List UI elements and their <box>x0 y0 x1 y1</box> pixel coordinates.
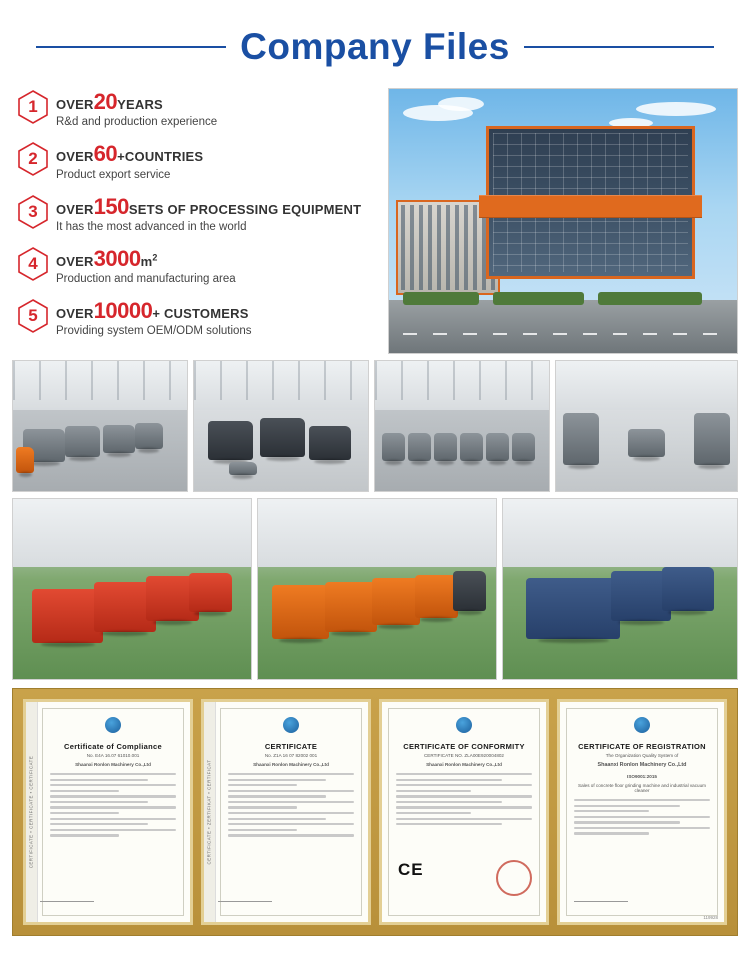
fact-suffix: +COUNTRIES <box>117 149 204 165</box>
hex-number-badge-icon <box>18 142 48 176</box>
certificate-body-lines <box>50 773 176 837</box>
hex-number-badge-icon <box>18 299 48 333</box>
fact-item <box>18 140 378 180</box>
facts-list <box>12 88 378 354</box>
fact-description: R&d and production experience <box>56 116 218 129</box>
fact-value: 10000 <box>93 298 153 324</box>
fact-prefix: OVER <box>56 201 94 217</box>
certificate-card <box>379 699 549 925</box>
fact-prefix: OVER <box>56 149 94 165</box>
fact-prefix: OVER <box>56 97 94 112</box>
hex-number-badge-icon <box>18 195 48 229</box>
fact-number: 4 <box>28 253 38 273</box>
certificate-body-lines <box>228 773 354 837</box>
fact-value: 60 <box>93 141 118 167</box>
factory-building-photo <box>388 88 738 354</box>
certificate-number: No. Z1A 16 07 82002 001 <box>264 753 318 758</box>
certificate-inner <box>566 708 718 916</box>
building-ground <box>389 300 737 353</box>
certificate-card <box>23 699 193 925</box>
photo-orange-walk-behind-scrubbers <box>257 498 497 680</box>
certificate-standard: ISO9001:2015 <box>627 774 657 779</box>
certificate-signature-line <box>40 901 94 903</box>
hex-number-badge-icon <box>18 247 48 281</box>
fact-headline <box>56 298 252 323</box>
photo-storage-aisle <box>555 360 738 492</box>
testing-center-logo-icon <box>456 717 472 733</box>
certificate-inner <box>42 708 184 916</box>
fact-value: 3000 <box>93 245 141 271</box>
fact-body <box>56 245 236 285</box>
fact-description: Production and manufacturing area <box>56 273 236 286</box>
building-orange-band <box>479 195 702 219</box>
certificate-inner <box>220 708 362 916</box>
fact-prefix: OVER <box>56 306 94 322</box>
fact-headline <box>56 194 361 219</box>
fact-body <box>56 193 361 233</box>
fact-item <box>18 245 378 285</box>
certificate-signature-line <box>218 901 272 903</box>
certificate-signature-line <box>574 901 628 903</box>
certificate-card <box>557 699 727 925</box>
tuv-logo-icon <box>283 717 299 733</box>
fact-suffix: YEARS <box>117 97 163 112</box>
fact-value: 20 <box>93 89 118 114</box>
fact-description: It has the most advanced in the world <box>56 220 247 233</box>
photo-red-ride-on-scrubbers <box>12 498 252 680</box>
certificate-scope: Sales of concrete floor grinding machine and industrial vacuum cleaner <box>578 783 706 793</box>
fact-body <box>56 140 203 180</box>
fact-item <box>18 297 378 337</box>
certificate-title: CERTIFICATE <box>264 742 318 751</box>
photo-grinder-assembly <box>193 360 369 492</box>
fact-body <box>56 88 217 128</box>
certificate-body-lines <box>396 773 532 825</box>
fact-suffix: SETS OF PROCESSING EQUIPMENT <box>128 201 362 217</box>
header-rule-left <box>36 46 226 48</box>
certificate-company: Shaanxi Ronlon Machinery Co.,Ltd <box>597 762 687 768</box>
certificate-subtitle: The Organization Quality System of <box>605 753 679 758</box>
fact-superscript: 2 <box>152 252 158 263</box>
certification-logo-icon <box>105 717 121 733</box>
iqc-logo-icon <box>634 717 650 733</box>
fact-number: 2 <box>28 149 38 169</box>
fact-prefix: OVER <box>56 253 94 269</box>
certificate-company: Shaanxi Ronlon Machinery Co.,Ltd <box>426 762 502 767</box>
fact-headline <box>56 246 236 271</box>
fact-number: 5 <box>28 306 38 326</box>
fact-suffix: + CUSTOMERS <box>152 306 249 322</box>
page-header <box>0 0 750 82</box>
fact-headline <box>56 89 217 114</box>
photo-blue-ride-on-scrubbers <box>502 498 738 680</box>
certificate-code: 119928 <box>703 915 718 920</box>
fact-number: 3 <box>28 201 38 221</box>
certificate-title: Certificate of Compliance <box>64 742 162 751</box>
fact-description: Product export service <box>56 168 171 181</box>
photo-strip-stock <box>0 492 750 680</box>
hex-number-badge-icon <box>18 90 48 124</box>
certificate-card <box>201 699 371 925</box>
fact-item <box>18 88 378 128</box>
certificate-body-lines <box>574 799 710 835</box>
ce-mark-icon: CE <box>398 860 424 879</box>
certificates-board <box>12 688 738 936</box>
fact-headline <box>56 141 203 166</box>
certificate-number: No. E4A 16.07 61010.001 <box>86 753 140 758</box>
red-stamp-icon <box>496 860 532 896</box>
certificate-number: CERTIFICATE NO. ZLA00E920004802 <box>423 753 504 758</box>
photo-workshop-line <box>12 360 188 492</box>
fact-suffix: m <box>140 253 153 269</box>
fact-body <box>56 297 252 337</box>
photo-strip-workshops <box>0 354 750 492</box>
fact-value: 150 <box>93 193 129 219</box>
certificate-side-text: CERTIFICATE • ZERTIFIKAT • CERTIFICAT <box>203 702 216 922</box>
fact-number: 1 <box>28 97 38 116</box>
fact-description: Providing system OEM/ODM solutions <box>56 325 252 338</box>
certificate-company: Shaanxi Ronlon Machinery Co.,Ltd <box>253 762 329 767</box>
photo-warehouse-rows <box>374 360 550 492</box>
page-title: Company Files <box>240 26 510 67</box>
fact-item <box>18 193 378 233</box>
certificate-side-text: CERTIFICATE • CERTIFICATE • CERTIFICATE <box>25 702 38 922</box>
certificate-title: CERTIFICATE OF REGISTRATION <box>578 742 706 751</box>
header-rule-right <box>524 46 714 48</box>
certificate-title: CERTIFICATE OF CONFORMITY <box>403 742 525 751</box>
top-section <box>0 82 750 354</box>
certificate-company: Shaanxi Ronlon Machinery Co.,Ltd <box>75 762 151 767</box>
